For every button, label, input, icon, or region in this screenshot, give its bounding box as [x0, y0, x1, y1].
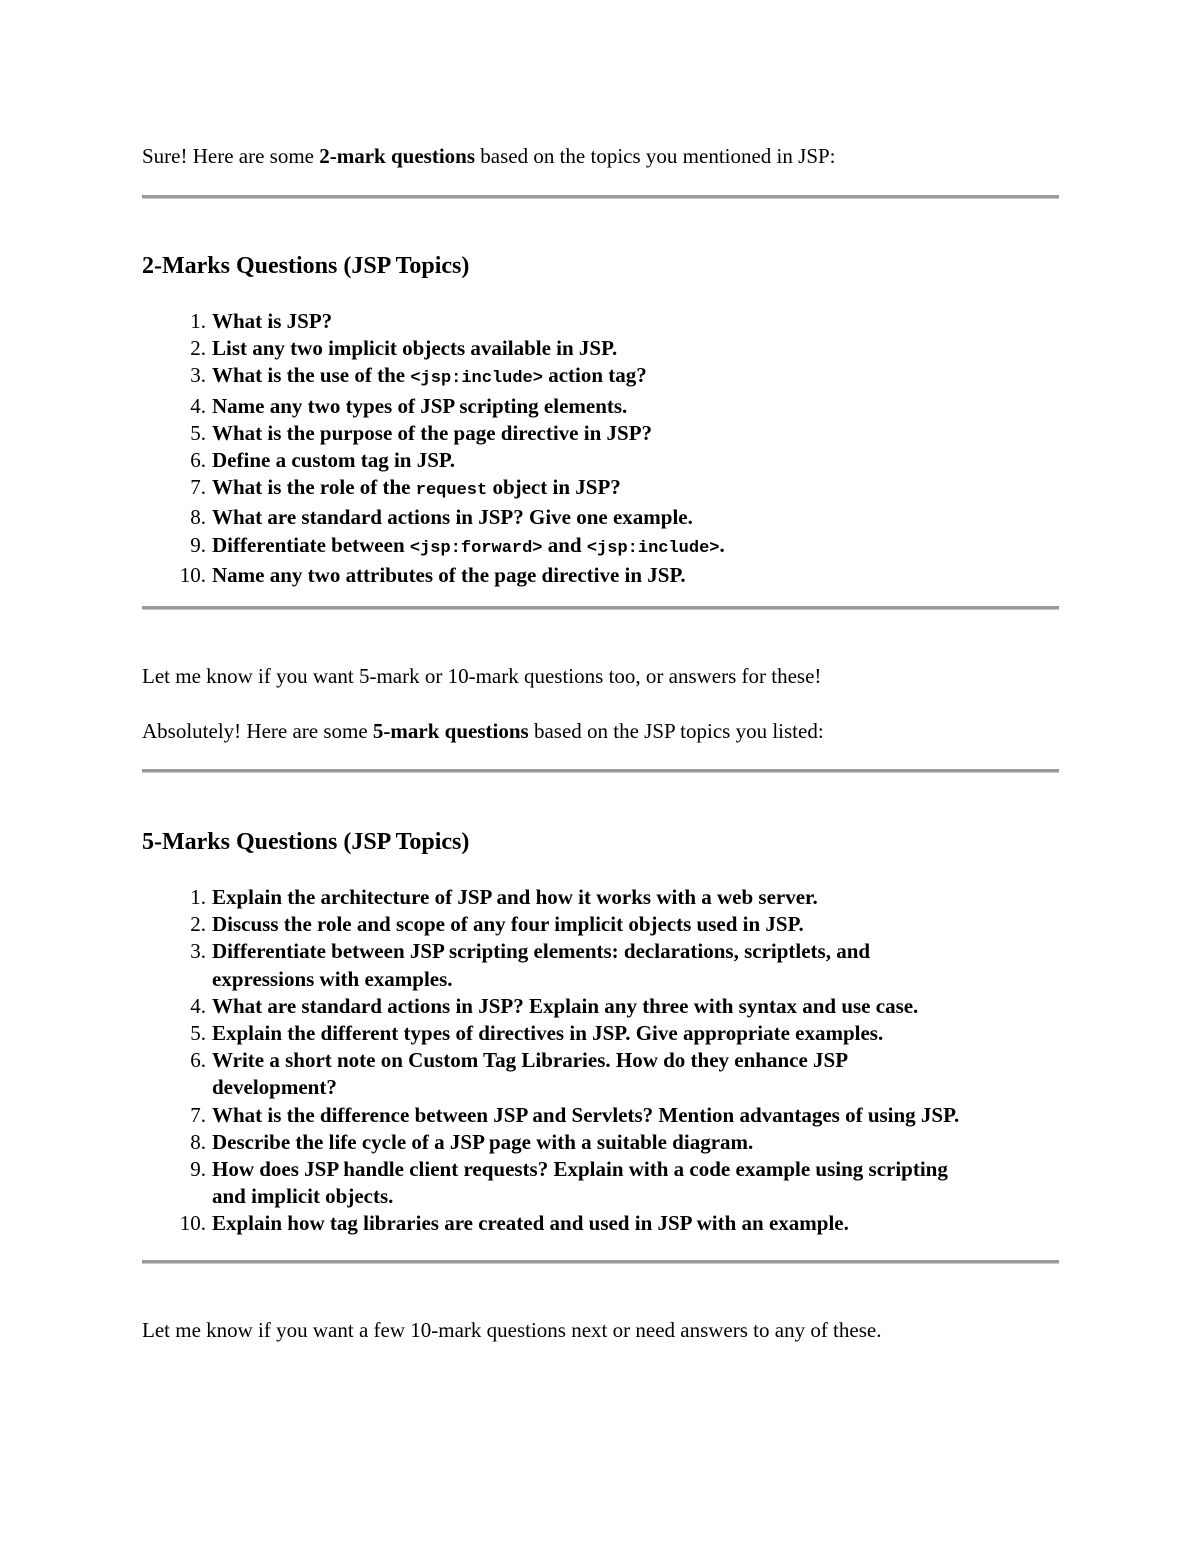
section-2-heading: 2-Marks Questions (JSP Topics) — [142, 253, 470, 279]
question-item — [142, 1156, 1072, 1210]
question-number: 1. — [190, 309, 206, 333]
question-text-line: Write a short note on Custom Tag Libraries. How do they enhance JSP — [212, 1048, 849, 1073]
question-item — [142, 1129, 1072, 1156]
question-number: 7. — [190, 1102, 206, 1127]
question-number: 5. — [190, 1021, 206, 1046]
question-item — [142, 335, 1072, 362]
question-text-line: expressions with examples. — [212, 966, 453, 991]
question-text-line: Differentiate between JSP scripting elements: declarations, scriptlets, and — [212, 939, 871, 964]
question-number: 5. — [190, 420, 206, 445]
question-text: action tag? — [542, 363, 647, 388]
question-text-line: What are standard actions in JSP? Explain any three with syntax and use case. — [212, 993, 919, 1018]
question-text-line: Explain the different types of directives in JSP. Give appropriate examples. — [212, 1021, 884, 1046]
question-number: 7. — [190, 475, 206, 500]
question-item — [142, 1020, 1072, 1047]
question-text-line: Explain how tag libraries are created and used in JSP with an example. — [212, 1211, 849, 1236]
inline-code: <jsp:include> — [410, 369, 543, 389]
question-number: 10. — [179, 562, 206, 587]
question-text-line: Describe the life cycle of a JSP page with a suitable diagram. — [212, 1129, 754, 1154]
question-text: What is JSP? — [212, 309, 333, 333]
question-number: 6. — [190, 448, 206, 473]
section-5-heading: 5-Marks Questions (JSP Topics) — [142, 829, 470, 855]
intro-2-bold: 2-mark questions — [319, 144, 476, 168]
horizontal-rule — [142, 606, 1059, 610]
question-number: 4. — [190, 393, 206, 418]
question-text: Name any two types of JSP scripting elements. — [212, 393, 628, 418]
question-text: What is the role of the — [212, 475, 416, 500]
question-number: 1. — [190, 885, 206, 909]
question-number: 2. — [190, 336, 206, 361]
question-item — [142, 532, 1072, 562]
intro-2-after: based on the topics you mentioned in JSP: — [475, 144, 836, 168]
question-number: 6. — [190, 1048, 206, 1073]
horizontal-rule — [142, 769, 1059, 773]
question-number: 8. — [190, 505, 206, 530]
intro-5-bold: 5-mark questions — [372, 719, 529, 743]
question-text: List any two implicit objects available in JSP. — [212, 336, 618, 361]
question-text-line: Explain the architecture of JSP and how it works with a web server. — [212, 885, 818, 909]
intro-2-before: Sure! Here are some — [142, 144, 320, 168]
intro-5-before: Absolutely! Here are some — [142, 719, 373, 743]
question-text-line: development? — [212, 1075, 337, 1100]
question-text: Differentiate between — [212, 532, 410, 557]
question-number: 3. — [190, 939, 206, 964]
followup-paragraph-2: Let me know if you want a few 10-mark questions next or need answers to any of these. — [142, 1318, 882, 1342]
two-mark-question-list — [142, 308, 1072, 589]
question-number: 8. — [190, 1129, 206, 1154]
inline-code: <jsp:include> — [586, 538, 720, 558]
question-text: . — [719, 532, 725, 557]
question-number: 9. — [190, 1157, 206, 1182]
question-item — [142, 362, 1072, 392]
followup-paragraph-1: Let me know if you want 5-mark or 10-mark questions too, or answers for these! — [142, 664, 822, 688]
question-item — [142, 884, 1072, 911]
question-item — [142, 420, 1072, 447]
question-text: What is the purpose of the page directive in JSP? — [212, 420, 653, 445]
question-item — [142, 308, 1072, 335]
intro-5-mark-paragraph — [142, 718, 1062, 744]
question-text: object in JSP? — [487, 475, 621, 500]
question-number: 3. — [190, 363, 206, 388]
question-text: Define a custom tag in JSP. — [212, 448, 456, 473]
question-text: What is the use of the — [212, 363, 411, 388]
question-item — [142, 911, 1072, 938]
question-item — [142, 474, 1072, 504]
question-number: 4. — [190, 993, 206, 1018]
question-text-line: Discuss the role and scope of any four implicit objects used in JSP. — [212, 912, 804, 937]
inline-code: request — [415, 481, 488, 501]
question-text-line: What is the difference between JSP and Servlets? Mention advantages of using JSP. — [212, 1102, 960, 1127]
five-mark-question-list — [142, 884, 1072, 1238]
question-item — [142, 393, 1072, 420]
question-text: Name any two attributes of the page directive in JSP. — [212, 562, 686, 587]
question-item — [142, 1210, 1072, 1237]
horizontal-rule — [142, 195, 1059, 199]
question-text: What are standard actions in JSP? Give one example. — [212, 505, 693, 530]
question-number: 10. — [179, 1211, 206, 1236]
question-number: 9. — [190, 532, 206, 557]
question-item — [142, 562, 1072, 589]
question-item — [142, 447, 1072, 474]
intro-5-after: based on the JSP topics you listed: — [528, 719, 824, 743]
question-item — [142, 1047, 1072, 1101]
question-item — [142, 504, 1072, 531]
horizontal-rule — [142, 1260, 1059, 1264]
intro-2-mark-paragraph — [142, 143, 1062, 169]
inline-code: <jsp:forward> — [409, 538, 543, 558]
question-number: 2. — [190, 912, 206, 937]
question-item — [142, 1102, 1072, 1129]
question-text-line: and implicit objects. — [212, 1184, 394, 1209]
question-text-line: How does JSP handle client requests? Explain with a code example using scripting — [212, 1157, 948, 1182]
question-text: and — [542, 532, 587, 557]
question-item — [142, 938, 1072, 992]
question-item — [142, 993, 1072, 1020]
